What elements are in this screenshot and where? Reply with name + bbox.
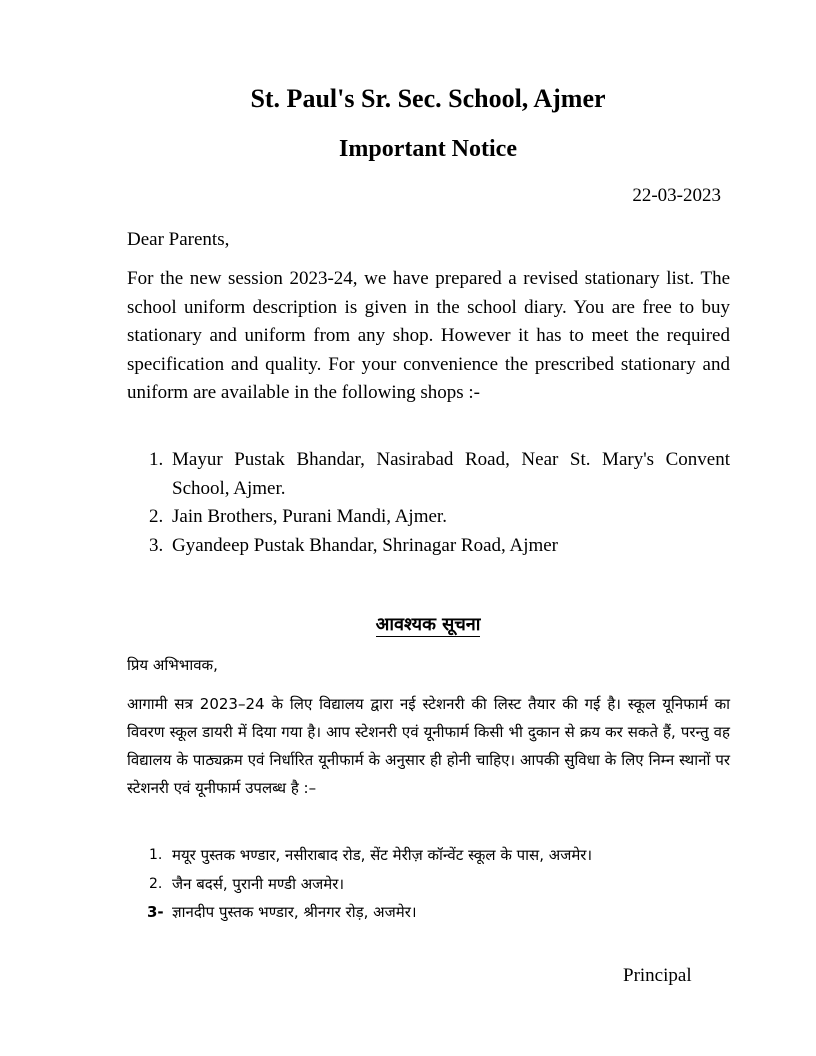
list-item	[127, 446, 730, 503]
hindi-greeting: प्रिय अभिभावक,	[127, 656, 218, 674]
list-item-number: 1.	[149, 847, 163, 863]
english-paragraph: For the new session 2023-24, we have prepared a revised stationary list. The school uniform description is given in the school diary. You are free to buy stationary and uniform from any shop. However it has to meet the required specification and quality. For your convenience the prescribed stationary and uniform are available in the following shops :-	[127, 268, 730, 403]
list-item-number: 2.	[149, 875, 163, 892]
notice-title: Important Notice	[339, 136, 517, 162]
list-item-text: Mayur Pustak Bhandar, Nasirabad Road, Near St. Mary's Convent School, Ajmer.	[172, 449, 730, 499]
english-shop-list	[127, 446, 730, 560]
list-item-number: 3.	[149, 534, 164, 556]
list-item-text: ज्ञानदीप पुस्तक भण्डार, श्रीनगर रोड़, अजमेर।	[172, 903, 417, 921]
english-greeting: Dear Parents,	[127, 229, 230, 250]
list-item-number: 1.	[149, 449, 164, 470]
list-item-text: मयूर पुस्तक भण्डार, नसीराबाद रोड, सेंट मेरीज़ कॉन्वेंट स्कूल के पास, अजमेर।	[172, 846, 593, 864]
notice-date: 22-03-2023	[632, 185, 721, 206]
list-item-text: जैन बदर्स, पुरानी मण्डी अजमेर।	[172, 874, 345, 893]
list-item	[127, 532, 730, 561]
hindi-shop-list	[127, 841, 730, 927]
list-item	[127, 841, 730, 870]
principal-signature: Principal	[623, 965, 692, 986]
list-item-number: 3-	[147, 903, 164, 921]
hindi-paragraph: आगामी सत्र 2023–24 के लिए विद्यालय द्वारा नई स्टेशनरी की लिस्ट तैयार की गई है। स्कूल यूनिफार्म का विवरण स्कूल डायरी में दिया गया है। आप स्टेशनरी एवं यूनीफार्म किसी भी दुकान से क्रय कर सकते हैं, परन्तु वह विद्यालय के पाठ्यक्रम एवं निर्धारित यूनीफार्म के अनुसार ही होनी चाहिए। आपकी सुविधा के लिए निम्न स्थानों पर स्टेशनरी एवं यूनीफार्म उपलब्ध है :–	[127, 695, 730, 797]
list-item-number: 2.	[149, 506, 164, 527]
hindi-notice-title	[0, 612, 816, 636]
list-item-text: Jain Brothers, Purani Mandi, Ajmer.	[172, 506, 447, 527]
list-item	[127, 898, 730, 927]
list-item	[127, 503, 730, 532]
hindi-title-text: आवश्यक सूचना	[375, 614, 481, 635]
list-item-text: Gyandeep Pustak Bhandar, Shrinagar Road, Ajmer	[172, 534, 559, 556]
list-item	[127, 870, 730, 899]
school-name-heading: St. Paul's Sr. Sec. School, Ajmer	[250, 84, 606, 113]
